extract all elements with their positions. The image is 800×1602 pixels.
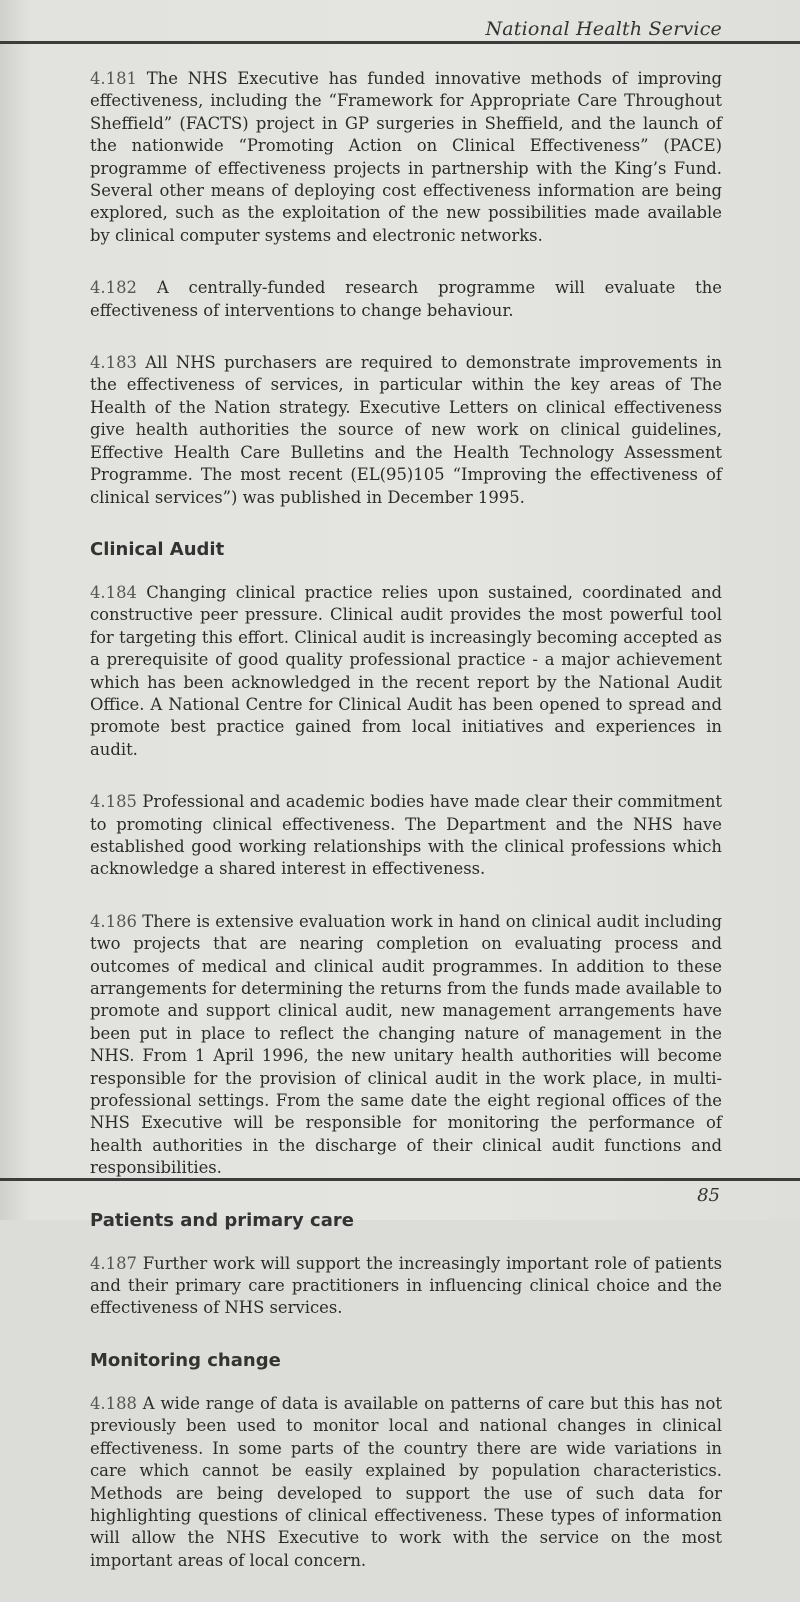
body-content [90,68,722,1602]
paragraph-4-181 [90,68,722,247]
paragraph-number: 4.181 [90,69,137,88]
header-rule [0,41,800,44]
running-head-title: National Health Service [485,18,722,40]
paragraph-4-185 [90,791,722,881]
paragraph-text: Further work will support the increasingly important role of patients and their primary care practitioners in influencing clinical choice and the effectiveness of NHS services. [90,1253,722,1318]
paragraph-4-184 [90,582,722,761]
paragraph-text: A wide range of data is available on patterns of care but this has not previously been used to monitor local and national changes in clinical effectiveness. In some parts of the country there are wide variations in care which cannot be easily explained by population characteristics. Methods are being developed to support the use of such data for highlighting questions of clinical effectiveness. These types of information will allow the NHS Executive to work with the service on the most important areas of local concern. [90,1393,722,1570]
paragraph-number: 4.186 [90,911,137,931]
paragraph-text: All NHS purchasers are required to demonstrate improvements in the effectiveness of services, in particular within the key areas of The Health of the Nation strategy. Executive Letters on clinical effectiveness give health authorities the source of new work on clinical guidelines, Effective Health Care Bulletins and the Health Technology Assessment Programme. The most recent (EL(95)105 “Improving the effectiveness of clinical services”) was published in December 1995. [90,353,722,507]
paragraph-4-187 [90,1253,722,1320]
section-heading-patients-primary-care: Patients and primary care [90,1209,354,1231]
page-number: 85 [697,1185,720,1206]
section-heading-clinical-audit: Clinical Audit [90,538,225,560]
paragraph-4-188 [90,1393,722,1572]
paragraph-number: 4.184 [90,582,137,602]
paragraph-number: 4.183 [90,353,137,373]
footer-rule [0,1178,800,1181]
paragraph-number: 4.182 [90,278,137,298]
paragraph-text: Changing clinical practice relies upon sustained, coordinated and constructive peer pressure. Clinical audit provides the most powerful tool for targeting this effort. Clinical audit is increasingly becoming accepted as a prerequisite of good quality professional practice - a major achievement which has been acknowledged in the recent report by the National Audit Office. A National Centre for Clinical Audit has been opened to spread and promote best practice gained from local initiatives and experiences in audit. [90,582,722,759]
paragraph-text: There is extensive evaluation work in hand on clinical audit including two projects that are nearing completion on evaluating process and outcomes of medical and clinical audit programmes. In addition to these arrangements for determining the returns from the funds made available to promote and support clinical audit, new management arrangements have been put in place to reflect the changing nature of management in the NHS. From 1 April 1996, the new unitary health authorities will become responsible for the provision of clinical audit in the work place, in multi-professional settings. From the same date the eight regional offices of the NHS Executive will be responsible for monitoring the performance of health authorities in the discharge of their clinical audit functions and responsibilities. [90,911,722,1178]
paragraph-text: The NHS Executive has funded innovative methods of improving effectiveness, including the “Framework for Appropriate Care Throughout Sheffield” (FACTS) project in GP surgeries in Sheffield, and the launch of the nationwide “Promoting Action on Clinical Effectiveness” (PACE) programme of effectiveness projects in partnership with the King’s Fund. Several other means of deploying cost effectiveness information are being explored, such as the exploitation of the new possibilities made available by clinical computer systems and electronic networks. [90,69,722,245]
paragraph-4-183 [90,352,722,509]
paragraph-number: 4.188 [90,1393,137,1413]
paragraph-4-182 [90,277,722,322]
paragraph-number: 4.185 [90,792,137,812]
paragraph-text: A centrally-funded research programme will evaluate the effectiveness of interventions to change behaviour. [90,278,722,320]
section-heading-monitoring-change: Monitoring change [90,1349,281,1371]
paragraph-4-186 [90,911,722,1180]
paragraph-text: Professional and academic bodies have made clear their commitment to promoting clinical effectiveness. The Department and the NHS have established good working relationships with the clinical professions which acknowledge a shared interest in effectiveness. [90,792,722,879]
paragraph-number: 4.187 [90,1253,137,1273]
